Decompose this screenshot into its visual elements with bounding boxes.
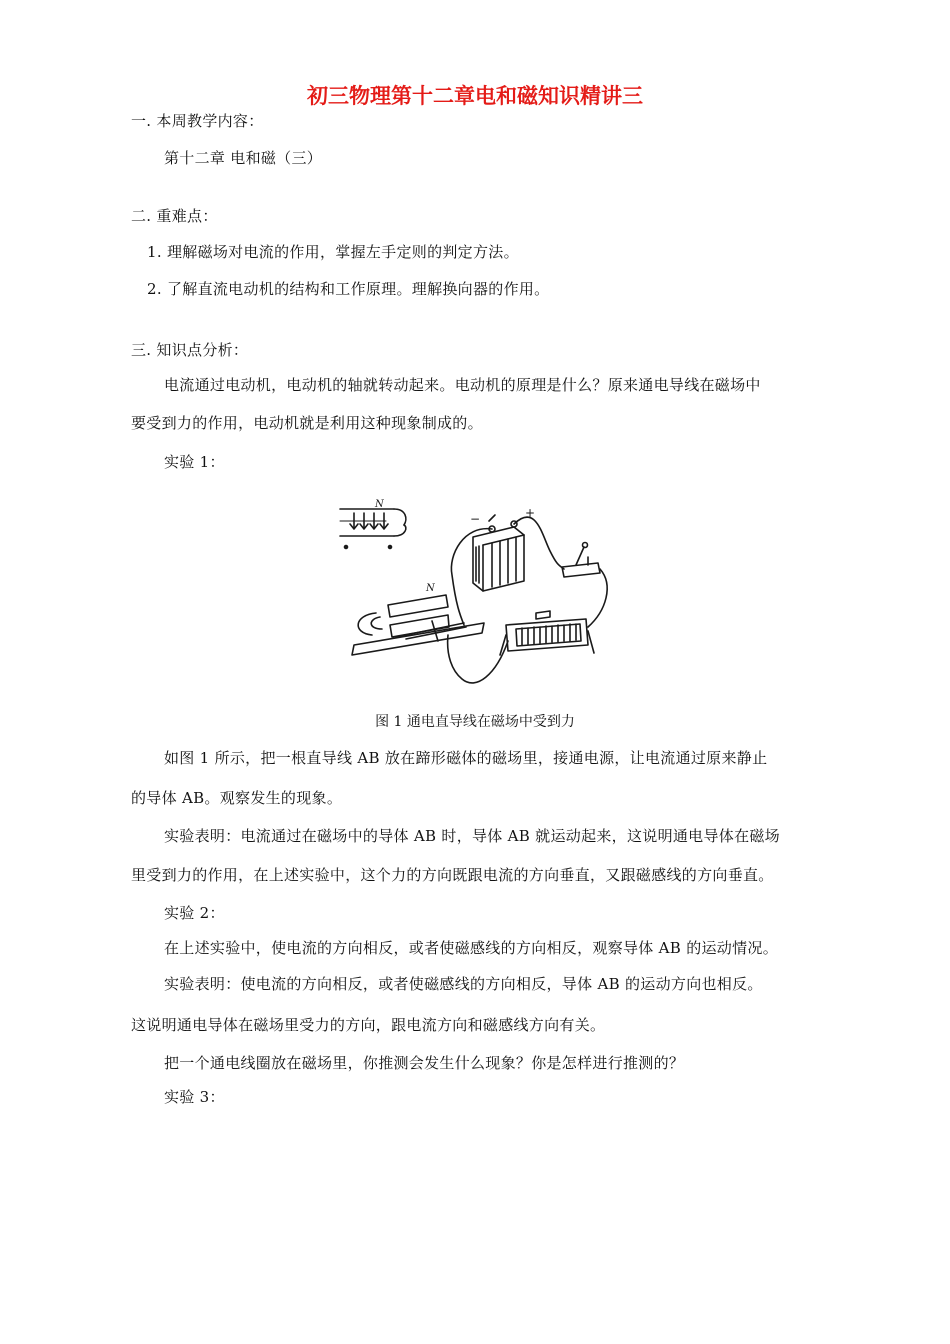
paragraph-2-line-2: 的导体 AB。观察发生的现象。 xyxy=(131,789,343,807)
experiment-2-label: 实验 2： xyxy=(164,904,225,922)
key-point-1: 1. 理解磁场对电流的作用，掌握左手定则的判定方法。 xyxy=(147,243,519,261)
paragraph-2-line-1: 如图 1 所示，把一根直导线 AB 放在蹄形磁体的磁场里，接通电源，让电流通过原来静止 xyxy=(164,749,768,767)
paragraph-5-line-1: 实验表明：使电流的方向相反，或者使磁感线的方向相反，导体 AB 的运动方向也相反。 xyxy=(164,975,763,993)
magnet-north-label: N xyxy=(426,583,435,594)
document-title: 初三物理第十二章电和磁知识精讲三 xyxy=(307,84,643,108)
paragraph-3-line-1: 实验表明：电流通过在磁场中的导体 AB 时，导体 AB 就运动起来，这说明通电导体在磁场 xyxy=(164,827,780,845)
rheostat xyxy=(500,611,594,655)
paragraph-6-line-1: 把一个通电线圈放在磁场里，你推测会发生什么现象？你是怎样进行推测的？ xyxy=(164,1054,685,1072)
connecting-wires xyxy=(448,517,608,683)
section-1-heading: 一. 本周教学内容： xyxy=(131,112,264,130)
paragraph-1-line-1: 电流通过电动机，电动机的轴就转动起来。电动机的原理是什么？原来通电导线在磁场中 xyxy=(164,376,761,394)
paragraph-4-line-1: 在上述实验中，使电流的方向相反，或者使磁感线的方向相反，观察导体 AB 的运动情况。 xyxy=(164,939,778,957)
section-3-heading: 三. 知识点分析： xyxy=(131,341,249,359)
section-2-heading: 二. 重难点： xyxy=(131,207,218,225)
inset-north-label: N xyxy=(375,499,384,510)
key-point-2: 2. 了解直流电动机的结构和工作原理。理解换向器的作用。 xyxy=(147,280,550,298)
positive-terminal-label: + xyxy=(525,506,536,520)
negative-terminal-label: − xyxy=(470,512,481,526)
chapter-line: 第十二章 电和磁（三） xyxy=(164,149,323,167)
paragraph-5-line-2: 这说明通电导体在磁场里受力的方向，跟电流方向和磁感线方向有关。 xyxy=(131,1016,606,1034)
experiment-3-label: 实验 3： xyxy=(164,1088,225,1106)
battery xyxy=(473,515,524,591)
paragraph-1-line-2: 要受到力的作用，电动机就是利用这种现象制成的。 xyxy=(131,414,483,432)
paragraph-3-line-2: 里受到力的作用，在上述实验中，这个力的方向既跟电流的方向垂直，又跟磁感线的方向垂直。 xyxy=(131,866,774,884)
figure-1-caption: 图 1 通电直导线在磁场中受到力 xyxy=(375,714,575,730)
switch xyxy=(562,543,600,578)
experiment-1-label: 实验 1： xyxy=(164,453,225,471)
field-lines-inset xyxy=(340,509,406,549)
experiment-figure xyxy=(336,495,618,690)
